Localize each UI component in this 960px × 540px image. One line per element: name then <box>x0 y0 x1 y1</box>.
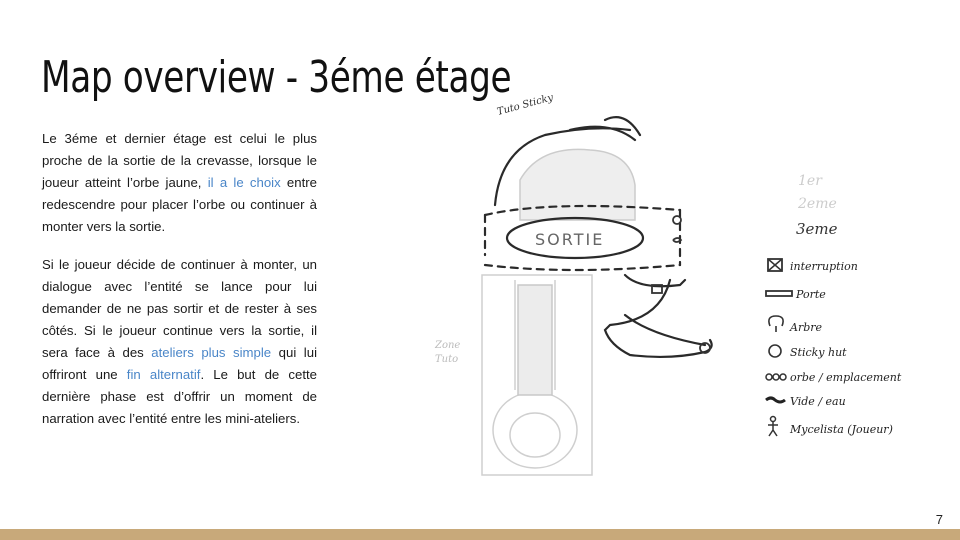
legend-item <box>766 371 902 384</box>
tuto-sticky-label: Tuto Sticky <box>495 92 555 118</box>
mycelium-icon <box>768 417 778 437</box>
upper-sketch-shading <box>520 149 635 220</box>
paragraph-2 <box>42 254 317 430</box>
floor-2-label: 2eme <box>798 196 837 212</box>
paragraph-1-text-end: entre redescendre pour placer l’orbe ou continuer à monter vers la sortie. <box>42 175 317 234</box>
legend-label: Sticky hut <box>790 346 847 359</box>
legend-item <box>766 395 846 408</box>
legend-label: orbe / emplacement <box>790 371 902 384</box>
orbe-icon <box>766 374 786 380</box>
legend-label: Mycelista (Joueur) <box>790 423 893 436</box>
legend-item <box>768 417 893 437</box>
interruption-icon-cross <box>768 259 782 271</box>
legend-item <box>768 259 858 273</box>
lower-tower-sketch <box>482 275 592 475</box>
legend-item <box>769 316 823 334</box>
paragraph-1-text: Le 3éme et dernier étage est celui le plus proche de la sortie de la crevasse, lorsque le joueur atteint l’orbe jaune, <box>42 131 317 190</box>
page-number: 7 <box>935 512 943 527</box>
legend-item <box>769 345 847 359</box>
floor-1-label: 1er <box>798 173 822 189</box>
zone-tuto-label-1: Zone <box>435 340 461 351</box>
highlight-fin: fin alternatif <box>126 367 201 382</box>
floor-3-label: 3eme <box>796 220 838 238</box>
legend-label: interruption <box>790 260 858 273</box>
highlight-ateliers: ateliers plus simple <box>151 345 272 360</box>
paragraph-2-text: Si le joueur décide de continuer à monter, un dialogue avec l’entité se lance pour lui demander de ne pas sortir et de rester à ses côtés. Si le joueur continue vers la sortie, il sera face à des <box>42 257 317 360</box>
sortie-label: SORTIE <box>535 230 605 249</box>
footer-bar <box>0 529 960 540</box>
paragraph-2-text-end: . Le but de cette dernière phase est d’offrir un moment de narration avec l’entité entre les mini-ateliers. <box>42 367 317 426</box>
body-text <box>42 128 317 446</box>
legend <box>766 259 902 436</box>
page-title: Map overview - 3éme étage <box>41 52 512 103</box>
legend-item <box>766 288 826 301</box>
legend-label: Porte <box>796 288 826 301</box>
paragraph-2-text-mid: qui lui offriront une <box>42 345 317 382</box>
arbre-icon <box>769 316 783 332</box>
legend-label: Vide / eau <box>790 395 846 408</box>
porte-icon <box>766 291 792 296</box>
zone-tuto-label-2: Tuto <box>435 354 459 365</box>
paragraph-1 <box>42 128 317 238</box>
map-sketch <box>430 90 930 490</box>
sticky-hut-icon <box>769 345 781 357</box>
highlight-choice: il a le choix <box>207 175 281 190</box>
legend-label: Arbre <box>790 321 823 334</box>
vide-eau-icon <box>766 398 785 402</box>
